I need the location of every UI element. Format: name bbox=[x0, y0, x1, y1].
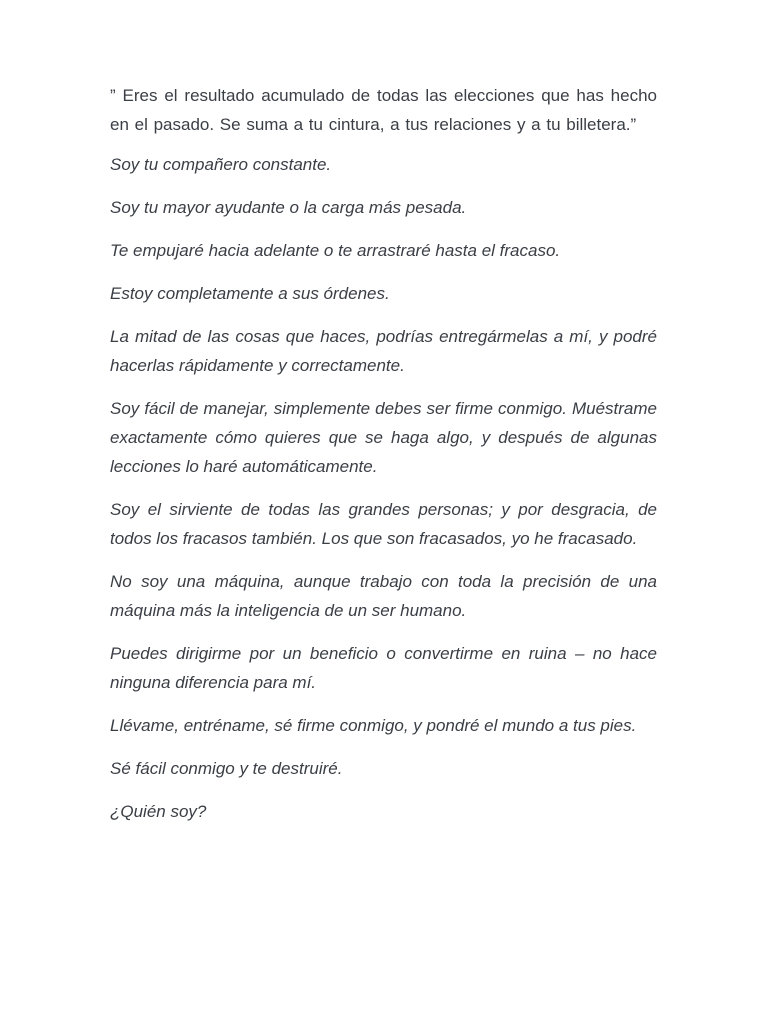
paragraph: No soy una máquina, aunque trabajo con toda la precisión de una máquina más la inteligencia de un ser humano. bbox=[110, 572, 657, 620]
paragraph: Te empujaré hacia adelante o te arrastraré hasta el fracaso. bbox=[110, 241, 561, 260]
paragraph: Soy tu compañero constante. bbox=[110, 155, 332, 174]
paragraph: Puedes dirigirme por un beneficio o convertirme en ruina – no hace ninguna diferencia para mí. bbox=[110, 644, 657, 692]
paragraph: Soy el sirviente de todas las grandes personas; y por desgracia, de todos los fracasos también. Los que son fracasados, yo he fracasado. bbox=[110, 500, 657, 548]
paragraph: Estoy completamente a sus órdenes. bbox=[110, 284, 390, 303]
paragraph: Soy fácil de manejar, simplemente debes ser firme conmigo. Muéstrame exactamente cómo quieres que se haga algo, y después de algunas lecciones lo haré automáticamente. bbox=[110, 399, 657, 476]
paragraph: Llévame, entréname, sé firme conmigo, y pondré el mundo a tus pies. bbox=[110, 716, 637, 735]
paragraph: Soy tu mayor ayudante o la carga más pesada. bbox=[110, 198, 467, 217]
closing-question: ¿Quién soy? bbox=[110, 802, 207, 821]
paragraph: Sé fácil conmigo y te destruiré. bbox=[110, 759, 343, 778]
opening-quote: ” Eres el resultado acumulado de todas las elecciones que has hecho en el pasado. Se suma a tu cintura, a tus relaciones y a tu billetera.” bbox=[110, 86, 657, 134]
paragraph: La mitad de las cosas que haces, podrías entregármelas a mí, y podré hacerlas rápidamente y correctamente. bbox=[110, 327, 657, 375]
